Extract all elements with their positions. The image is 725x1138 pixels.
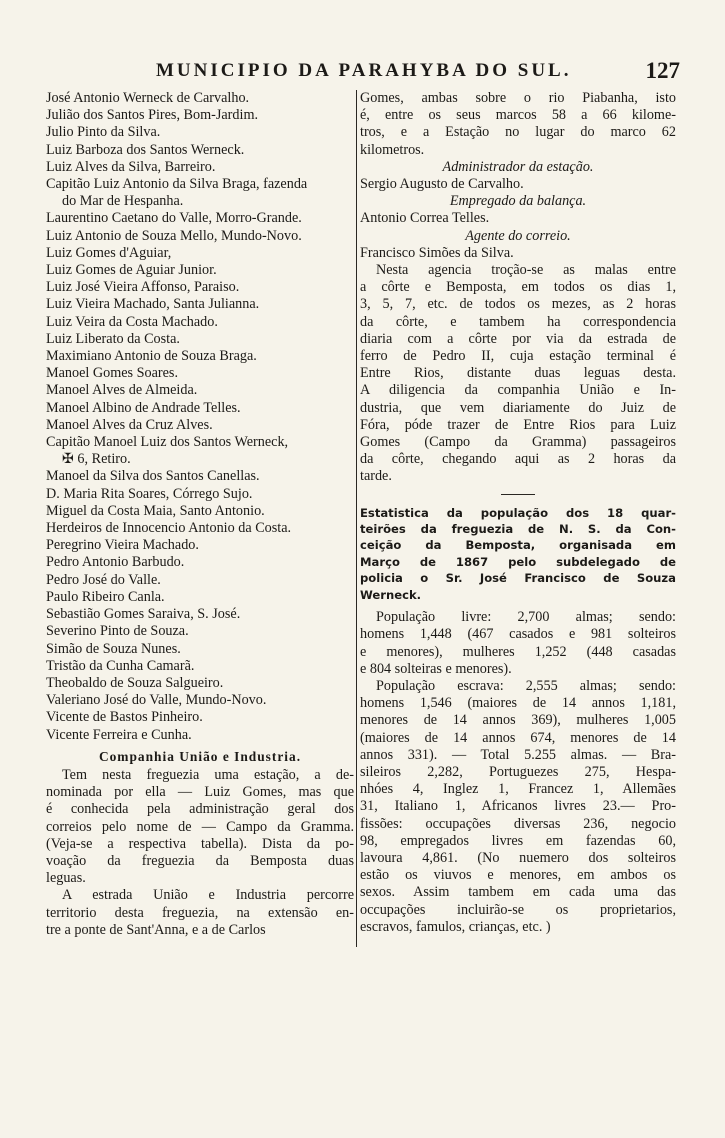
resident-entry: Luiz Alves da Silva, Barreiro. (46, 158, 216, 175)
resident-entry: Laurentino Caetano do Valle, Morro-Grande. (46, 210, 302, 227)
resident-entry: Luiz Gomes d'Aguiar, (46, 244, 172, 261)
resident-entry: Manoel Albino de Andrade Telles. (46, 399, 241, 416)
resident-entry: Pedro Antonio Barbudo. (46, 554, 185, 571)
paragraph-road (46, 887, 354, 939)
text-line: sexos. Assim tambem em cada uma das (360, 884, 676, 901)
paragraph-free-population (360, 609, 676, 678)
resident-entry: Peregrino Vieira Machado. (46, 537, 199, 554)
text-line: a côrte e Bemposta, em todos os dias 1, (360, 279, 676, 296)
resident-entry: Capitão Manoel Luiz dos Santos Werneck, (46, 434, 289, 451)
text-line: nominada por ella — Luiz Gomes, mas que (46, 784, 354, 801)
left-column (46, 90, 354, 939)
paragraph-road-continued (360, 90, 676, 159)
statistics-heading-line: Estatistica da população dos 18 quar- (360, 505, 676, 520)
text-line: diaria com a côrte por via da estrada de (360, 330, 676, 347)
resident-entry: Valeriano José do Valle, Mundo-Novo. (46, 692, 267, 709)
text-line: da côrte, e tambem ha correspondencia (360, 313, 676, 330)
resident-entry: Tristão da Cunha Camarã. (46, 657, 195, 674)
text-line: lavoura 4,861. (No nuemero dos solteiros (360, 849, 676, 866)
text-line: escravos, famulos, crianças, etc. ) (360, 918, 551, 935)
resident-entry: José Antonio Werneck de Carvalho. (46, 90, 250, 106)
text-line: 31, Italiano 1, Africanos livres 23.— Pro- (360, 798, 676, 815)
text-line: leguas. (46, 870, 86, 887)
text-line: sileiros 2,282, Portuguezes 275, Hespa- (360, 763, 676, 780)
resident-entry: Luiz Gomes de Aguiar Junior. (46, 262, 217, 279)
statistics-heading-line: Março de 1867 pelo subdelegado de (360, 554, 676, 569)
text-line: voação da freguezia da Bemposta duas (46, 852, 354, 869)
right-column (360, 90, 676, 936)
staff-list (360, 159, 676, 262)
resident-entry: Luiz Veira da Costa Machado. (46, 313, 218, 330)
resident-entry: D. Maria Rita Soares, Córrego Sujo. (46, 485, 253, 502)
text-line: População escrava: 2,555 almas; sendo: (376, 677, 676, 694)
resident-entry: do Mar de Hespanha. (62, 193, 184, 210)
resident-entry: Manoel da Silva dos Santos Canellas. (46, 468, 260, 485)
text-line: 98, empregados livres em fazendas 60, (360, 832, 676, 849)
text-line: Tem nesta freguezia uma estação, a de- (62, 766, 354, 783)
text-line: homens 1,448 (467 casados e 981 solteiros (360, 626, 676, 643)
section-rule (501, 494, 535, 495)
resident-entry: Julio Pinto da Silva. (46, 124, 161, 141)
text-line: Nesta agencia troção-se as malas entre (376, 262, 676, 279)
text-line: (maiores de 14 annos 674, menores de 14 (360, 729, 676, 746)
role-holder-name: Antonio Correa Telles. (360, 210, 490, 227)
column-divider (356, 90, 357, 947)
text-line: tros, e a Estação no lugar do marco 62 (360, 124, 676, 141)
text-line: estão os viuvos e menores, em ambos os (360, 867, 676, 884)
resident-entry: Vicente Ferreira e Cunha. (46, 726, 192, 743)
resident-entry: Severino Pinto de Souza. (46, 623, 189, 640)
text-line: kilometros. (360, 141, 425, 158)
resident-entry: Paulo Ribeiro Canla. (46, 588, 165, 605)
resident-entry: Luiz Barboza dos Santos Werneck. (46, 141, 245, 158)
paragraph-agency (360, 262, 676, 486)
statistics-heading-line: Werneck. (360, 587, 422, 602)
running-title: MUNICIPIO DA PARAHYBA DO SUL. (156, 60, 572, 81)
resident-entry: Theobaldo de Souza Salgueiro. (46, 674, 224, 691)
text-line: é, entre os seus marcos 58 a 66 kilome- (360, 107, 676, 124)
text-line: occupações incluirão-se os proprietarios, (360, 901, 676, 918)
text-line: A estrada União e Industria percorre (62, 887, 354, 904)
text-line: (Veja-se a respectiva tabella). Dista da po- (46, 835, 354, 852)
statistics-heading-line: teirões da freguezia de N. S. da Con- (360, 522, 676, 537)
resident-entry: Sebastião Gomes Saraiva, S. José. (46, 606, 241, 623)
text-line: tre a ponte de Sant'Anna, e a de Carlos (46, 921, 266, 938)
statistics-heading-line: policia o Sr. José Francisco de Souza (360, 571, 676, 586)
resident-entry: Luiz Antonio de Souza Mello, Mundo-Novo. (46, 227, 302, 244)
resident-entry: Manoel Alves da Cruz Alves. (46, 416, 213, 433)
resident-entry: Miguel da Costa Maia, Santo Antonio. (46, 502, 265, 519)
text-line: menores de 14 annos 369), mulheres 1,005 (360, 712, 676, 729)
resident-entry: Simão de Souza Nunes. (46, 640, 181, 657)
text-line: Gomes, ambas sobre o rio Piabanha, isto (360, 90, 676, 106)
text-line: homens 1,546 (maiores de 14 annos 1,181, (360, 695, 676, 712)
resident-entry: Luiz José Vieira Affonso, Paraiso. (46, 279, 240, 296)
text-line: nhóes 4, Inglez 1, Francez 1, Allemães (360, 781, 676, 798)
text-line: annos 331). — Total 5.255 almas. — Bra- (360, 746, 676, 763)
text-line: correios pelo nome de — Campo da Gramma. (46, 818, 354, 835)
text-line: Entre Rios, distante duas leguas desta. (360, 365, 676, 382)
text-line: da côrte, chegando aqui as 2 horas da (360, 451, 676, 468)
residents-list (46, 90, 354, 744)
text-line: e 804 solteiras e menores). (360, 660, 512, 677)
role-title: Administrador da estação. (442, 158, 594, 175)
resident-entry: ✠ 6, Retiro. (62, 451, 131, 468)
role-title: Empregado da balança. (449, 193, 587, 210)
section-title-companhia: Companhia União e Industria. (98, 748, 302, 764)
text-line: Gomes (Campo da Gramma) passageiros (360, 434, 676, 451)
resident-entry: Luiz Liberato da Costa. (46, 330, 180, 347)
resident-entry: Manoel Alves de Almeida. (46, 382, 198, 399)
text-line: é conhecida pela administração geral dos (46, 801, 354, 818)
resident-entry: Maximiano Antonio de Souza Braga. (46, 348, 257, 365)
paragraph-enslaved-population (360, 678, 676, 936)
statistics-heading-line: ceição da Bemposta, organisada em (360, 538, 676, 553)
role-holder-name: Sergio Augusto de Carvalho. (360, 176, 524, 193)
page-number: 127 (645, 58, 680, 83)
resident-entry: Vicente de Bastos Pinheiro. (46, 709, 203, 726)
text-line: População livre: 2,700 almas; sendo: (376, 609, 676, 626)
resident-entry: Pedro José do Valle. (46, 571, 161, 588)
resident-entry: Herdeiros de Innocencio Antonio da Costa. (46, 520, 292, 537)
paragraph-station (46, 767, 354, 887)
text-line: territorio desta freguezia, na extensão en- (46, 904, 354, 921)
resident-entry: Luiz Vieira Machado, Santa Julianna. (46, 296, 260, 313)
role-holder-name: Francisco Simões da Silva. (360, 244, 514, 261)
text-line: 3, 5, 7, etc. de todos os mezes, as 2 horas (360, 296, 676, 313)
resident-entry: Capitão Luiz Antonio da Silva Braga, fazenda (46, 176, 308, 193)
text-line: tarde. (360, 468, 392, 485)
resident-entry: Julião dos Santos Pires, Bom-Jardim. (46, 107, 259, 124)
text-line: ferro de Pedro II, cuja estação terminal é (360, 348, 676, 365)
text-line: e menores), mulheres 1,252 (448 casadas (360, 643, 676, 660)
text-line: Fóra, póde trazer de Entre Rios para Luiz (360, 416, 676, 433)
text-line: A diligencia da companhia União e In- (360, 382, 676, 399)
statistics-heading (360, 505, 676, 603)
text-line: fissões: occupações diversas 236, negocio (360, 815, 676, 832)
text-line: dustria, que vem diariamente do Juiz de (360, 399, 676, 416)
role-title: Agente do correio. (465, 227, 571, 244)
resident-entry: Manoel Gomes Soares. (46, 365, 178, 382)
page-header (44, 60, 680, 90)
